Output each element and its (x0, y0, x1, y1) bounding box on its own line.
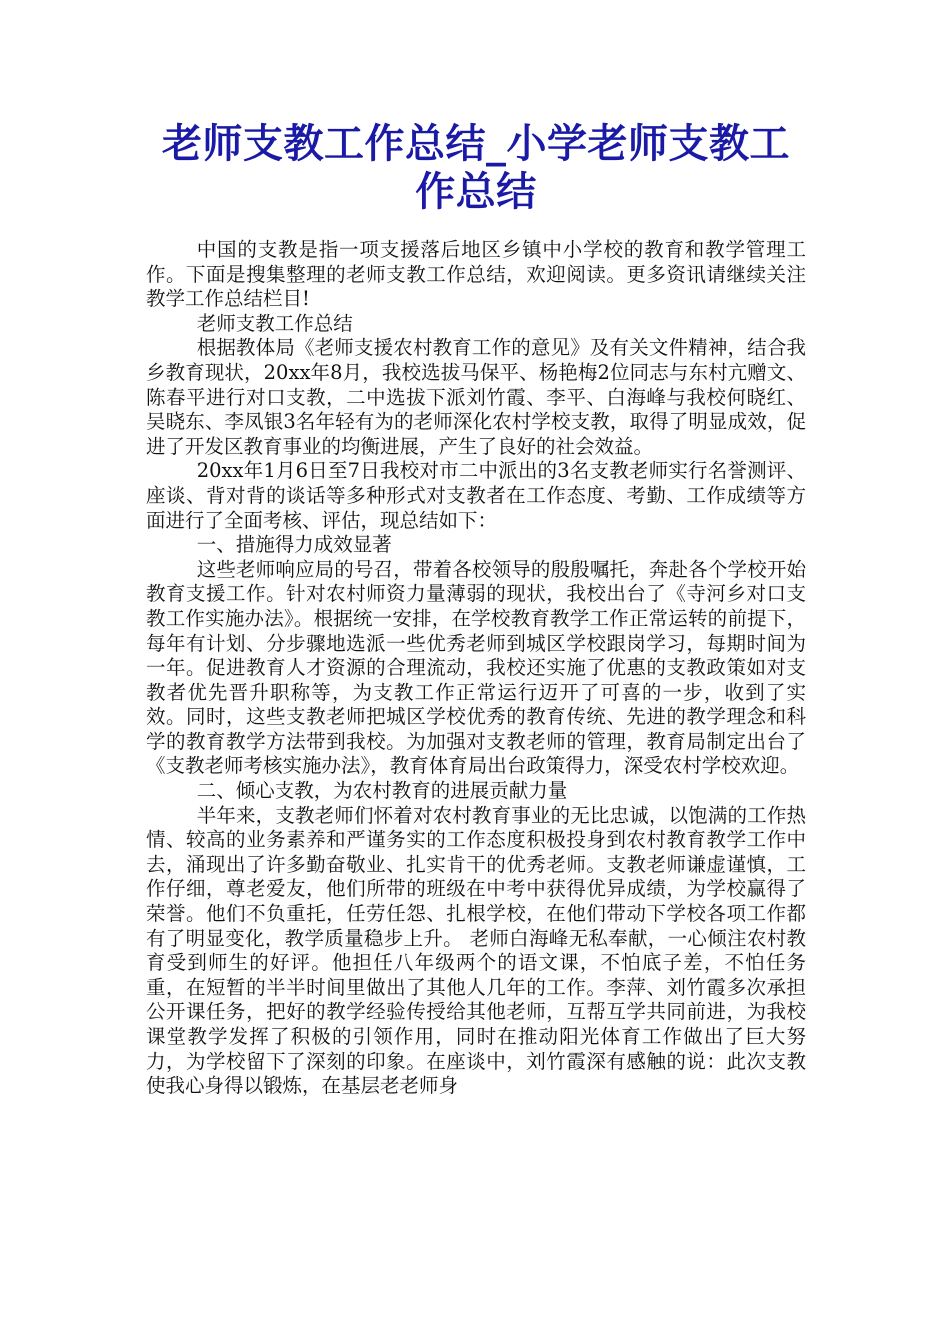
intro-paragraph: 中国的支教是指一项支援落后地区乡镇中小学校的教育和教学管理工作。下面是搜集整理的老师支教工作总结，欢迎阅读。更多资讯请继续关注教学工作总结栏目! (146, 238, 806, 311)
body-paragraph: 根据教体局《老师支援农村教育工作的意见》及有关文件精神，结合我乡教育现状，20xx年8月，我校选拔马保平、杨艳梅2位同志与东村亢赠文、陈春平进行对口支教，二中选拔下派刘竹霞、李平、白海峰与我校何晓红、吴晓东、李凤银3名年轻有为的老师深化农村学校支教，取得了明显成效，促进了开发区教育事业的均衡进展，产生了良好的社会效益。 (146, 336, 806, 458)
section-heading: 二、倾心支教，为农村教育的进展贡献力量 (196, 779, 568, 803)
body-paragraph: 20xx年1月6日至7日我校对市二中派出的3名支教老师实行名誉测评、座谈、背对背的谈话等多种形式对支教者在工作态度、考勤、工作成绩等方面进行了全面考核、评估，现总结如下： (146, 459, 806, 532)
document-body (146, 238, 806, 1099)
section-heading: 老师支教工作总结 (196, 311, 353, 335)
document-page (146, 120, 806, 1099)
section-heading: 一、措施得力成效显著 (196, 533, 392, 557)
document-title: 老师支教工作总结_小学老师支教工作总结 (162, 120, 790, 215)
body-paragraph: 半年来，支教老师们怀着对农村教育事业的无比忠诚，以饱满的工作热情、较高的业务素养和严谨务实的工作态度积极投身到农村教育教学工作中去，涌现出了许多勤奋敬业、扎实肯干的优秀老师。支教老师谦虚谨慎，工作仔细，尊老爱友，他们所带的班级在中考中获得优异成绩，为学校赢得了荣誉。他们不负重托，任劳任怨、扎根学校，在他们带动下学校各项工作都有了明显变化，教学质量稳步上升。 老师白海峰无私奉献，一心倾注农村教育受到师生的好评。他担任八年级两个的语文课，不怕底子差，不怕任务重，在短暂的半半时间里做出了其他人几年的工作。李萍、刘竹霞多次承担公开课任务，把好的教学经验传授给其他老师，互帮互学共同前进，为我校课堂教学发挥了积极的引领作用，同时在推动阳光体育工作做出了巨大努力，为学校留下了深刻的印象。在座谈中，刘竹霞深有感触的说：此次支教使我心身得以锻炼，在基层老老师身 (146, 803, 806, 1098)
body-paragraph: 这些老师响应局的号召，带着各校领导的殷殷嘱托，奔赴各个学校开始教育支援工作。针对农村师资力量薄弱的现状，我校出台了《寺河乡对口支教工作实施办法》。根据统一安排，在学校教育教学工作正常运转的前提下，每年有计划、分步骤地选派一些优秀老师到城区学校跟岗学习，每期时间为一年。促进教育人才资源的合理流动，我校还实施了优惠的支教政策如对支教者优先晋升职称等，为支教工作正常运行迈开了可喜的一步，收到了实效。同时，这些支教老师把城区学校优秀的教育传统、先进的教学理念和科学的教育教学方法带到我校。为加强对支教老师的管理，教育局制定出台了《支教老师考核实施办法》，教育体育局出台政策得力，深受农村学校欢迎。 (146, 557, 806, 778)
